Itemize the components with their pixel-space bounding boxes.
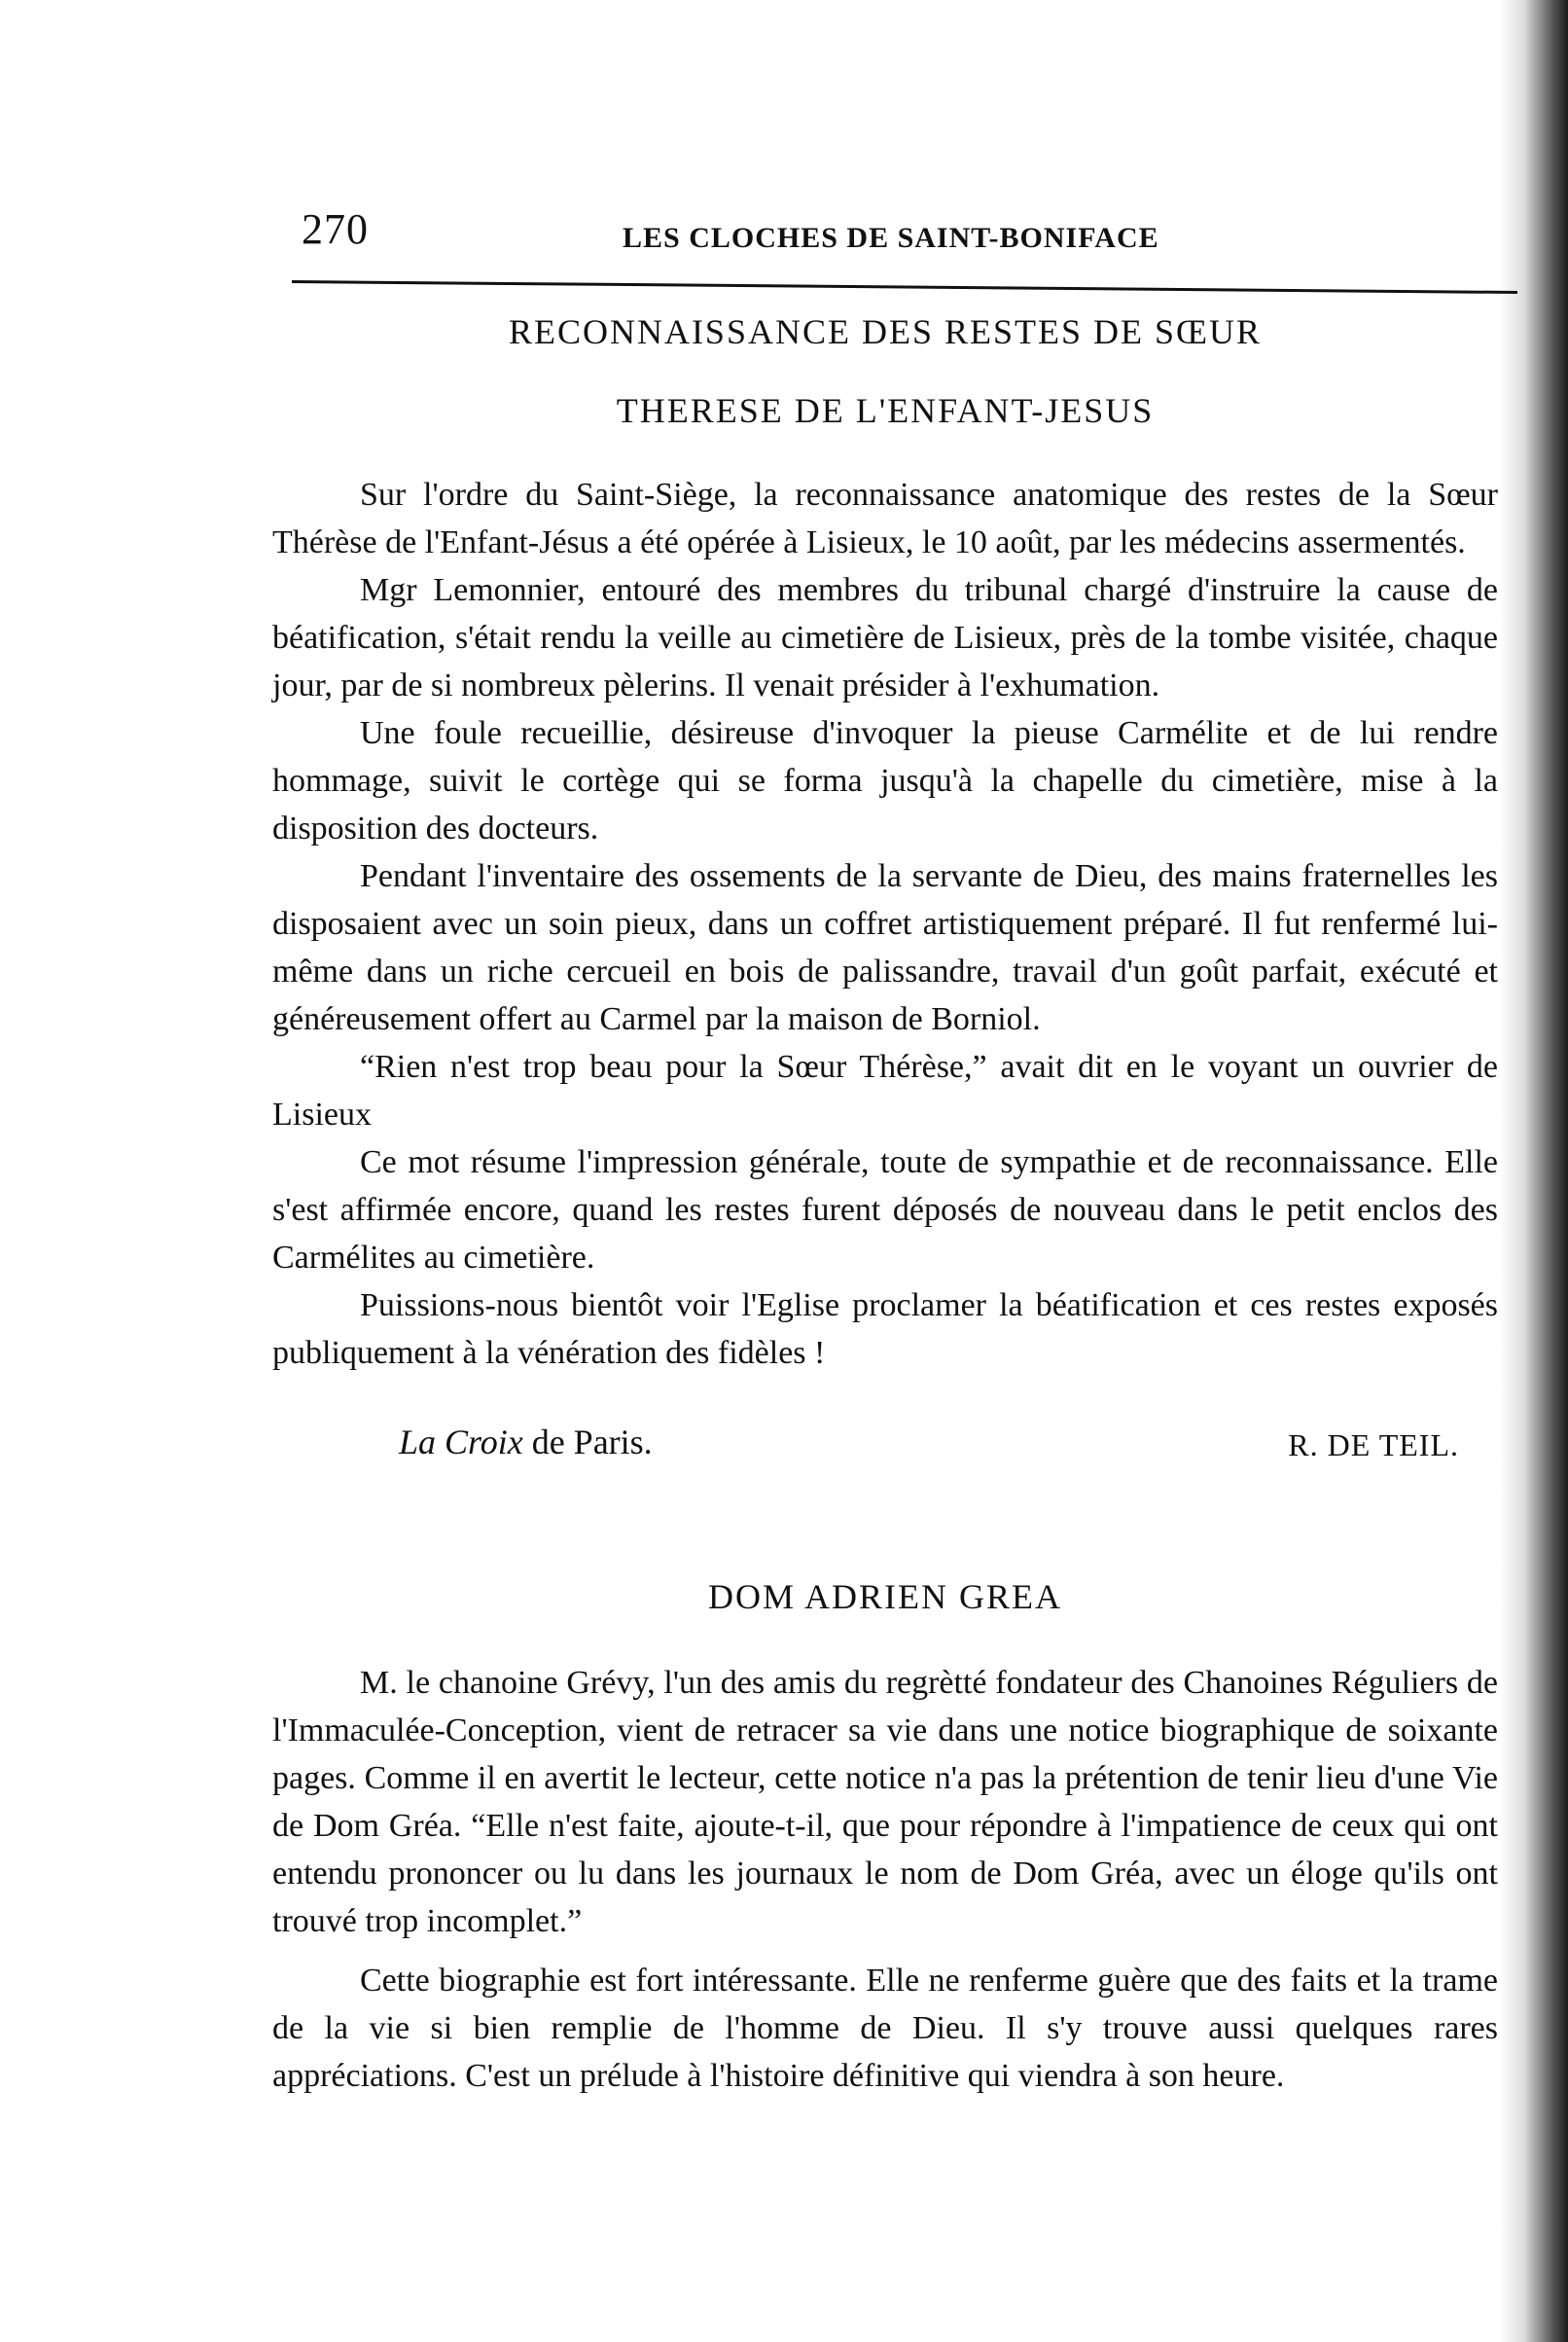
running-title: LES CLOCHES DE SAINT-BONIFACE xyxy=(623,222,1159,254)
article-title: DOM ADRIEN GREA xyxy=(707,1577,1062,1616)
article-title-line-2: THERESE DE L'ENFANT-JESUS xyxy=(616,391,1155,431)
article-reconnaissance xyxy=(272,311,1498,1480)
source-name: La Croix xyxy=(399,1423,523,1462)
paragraph: Cette biographie est fort intéressante. Elle ne renferme guère que des faits et la trame de la vie si bien remplie de l'homme de Dieu. Il s'y trouve aussi quelques rares appréciations. C'est un prélude à l'histoire définitive qui viendra à son heure. xyxy=(272,1963,1498,2095)
paragraph: Puissions-nous bientôt voir l'Eglise proclamer la béatification et ces restes exposés publiquement à la vénération des fidèles ! xyxy=(272,1287,1498,1372)
paragraph: Ce mot résume l'impression générale, toute de sympathie et de reconnaissance. Elle s'est affirmée encore, quand les restes furent déposés de nouveau dans le petit enclos des Carmélites au cimetière. xyxy=(272,1144,1498,1277)
paragraph: “Rien n'est trop beau pour la Sœur Thérèse,” avait dit en le voyant un ouvrier de Lisieux xyxy=(272,1049,1498,1134)
paragraph: Sur l'ordre du Saint-Siège, la reconnaissance anatomique des restes de la Sœur Thérèse de l'Enfant-Jésus a été opérée à Lisieux, le 10 août, par les médecins assermentés. xyxy=(272,477,1498,561)
binding-shadow xyxy=(1500,0,1568,2342)
page-number: 270 xyxy=(302,205,369,253)
article-title-line-1: RECONNAISSANCE DES RESTES DE SŒUR xyxy=(508,312,1263,351)
paragraph: Une foule recueillie, désireuse d'invoquer la pieuse Carmélite et de lui rendre hommage, suivit le cortège qui se forma jusqu'à la chapelle du cimetière, mise à la disposition des docteurs. xyxy=(272,715,1498,847)
paragraph: M. le chanoine Grévy, l'un des amis du regrètté fondateur des Chanoines Réguliers de l'Immaculée-Conception, vient de retracer sa vie dans une notice biographique de soixante pages. Comme il en avertit le lecteur, cette notice n'a pas la prétention de tenir lieu d'une Vie de Dom Gréa. “Elle n'est faite, ajoute-t-il, que pour répondre à l'impatience de ceux qui ont entendu prononcer ou lu dans les journaux le nom de Dom Gréa, avec un éloge qu'ils ont trouvé trop incomplet.” xyxy=(272,1665,1498,1940)
source-location: de Paris. xyxy=(522,1423,653,1462)
header-rule xyxy=(292,280,1517,294)
paragraph: Pendant l'inventaire des ossements de la servante de Dieu, des mains fraternelles les disposaient avec un soin pieux, dans un coffret artistiquement préparé. Il fut renfermé lui-même dans un riche cercueil en bois de palissandre, travail d'un goût parfait, exécuté et généreusement offert au Carmel par la maison de Borniol. xyxy=(272,858,1498,1038)
paragraph: Mgr Lemonnier, entouré des membres du tribunal chargé d'instruire la cause de béatification, s'était rendu la veille au cimetière de Lisieux, près de la tombe visitée, chaque jour, par de si nombreux pèlerins. Il venait présider à l'exhumation. xyxy=(272,572,1498,704)
article-dom-adrien-grea xyxy=(272,1576,1498,2100)
author-signature: R. DE TEIL. xyxy=(1288,1427,1459,1463)
source-citation xyxy=(399,1422,653,1462)
page-header xyxy=(292,204,1517,263)
signature-row xyxy=(272,1422,1498,1480)
paragraph-gap xyxy=(272,1945,1498,1957)
